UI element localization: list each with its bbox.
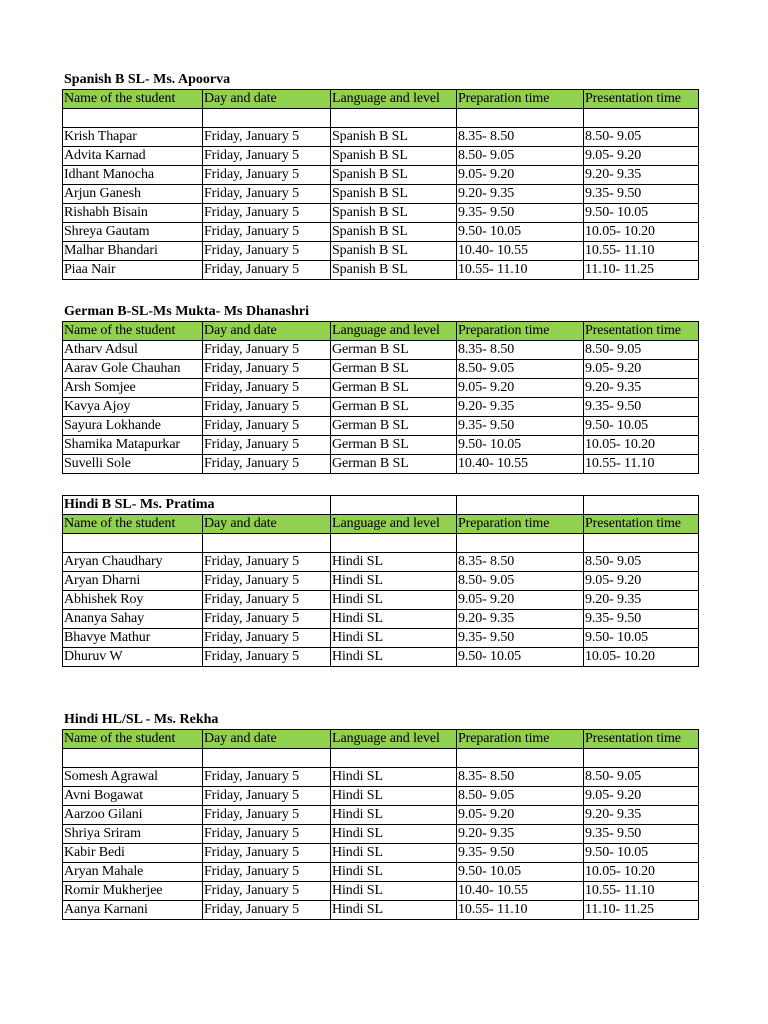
language-level-cell: Hindi SL	[331, 882, 457, 901]
presentation-time-cell: 10.05- 10.20	[584, 436, 699, 455]
table-row	[63, 242, 699, 261]
student-name-cell: Aarav Gole Chauhan	[63, 360, 203, 379]
student-name-cell: Somesh Agrawal	[63, 768, 203, 787]
table-row	[63, 455, 699, 474]
language-level-cell: Hindi SL	[331, 591, 457, 610]
student-name-cell: Atharv Adsul	[63, 341, 203, 360]
presentation-time-cell: 9.05- 9.20	[584, 360, 699, 379]
day-date-cell: Friday, January 5	[203, 204, 331, 223]
preparation-time-cell: 9.50- 10.05	[457, 648, 584, 667]
column-header: Day and date	[203, 730, 331, 749]
student-name-cell: Arsh Somjee	[63, 379, 203, 398]
student-name-cell: Bhavye Mathur	[63, 629, 203, 648]
column-header: Language and level	[331, 322, 457, 341]
preparation-time-cell: 9.05- 9.20	[457, 379, 584, 398]
blank-row	[63, 749, 699, 768]
preparation-time-cell: 9.05- 9.20	[457, 166, 584, 185]
day-date-cell: Friday, January 5	[203, 417, 331, 436]
blank-cell	[63, 534, 203, 553]
presentation-time-cell: 10.55- 11.10	[584, 242, 699, 261]
day-date-cell: Friday, January 5	[203, 863, 331, 882]
language-level-cell: German B SL	[331, 417, 457, 436]
language-level-cell: German B SL	[331, 360, 457, 379]
student-name-cell: Aryan Mahale	[63, 863, 203, 882]
preparation-time-cell: 10.55- 11.10	[457, 261, 584, 280]
day-date-cell: Friday, January 5	[203, 901, 331, 920]
language-level-cell: German B SL	[331, 341, 457, 360]
preparation-time-cell: 9.05- 9.20	[457, 806, 584, 825]
column-header: Presentation time	[584, 730, 699, 749]
column-header: Name of the student	[63, 90, 203, 109]
column-header: Preparation time	[457, 90, 584, 109]
student-name-cell: Avni Bogawat	[63, 787, 203, 806]
preparation-time-cell: 9.35- 9.50	[457, 417, 584, 436]
table-row	[63, 787, 699, 806]
presentation-time-cell: 10.55- 11.10	[584, 455, 699, 474]
student-name-cell: Arjun Ganesh	[63, 185, 203, 204]
table-row	[63, 825, 699, 844]
day-date-cell: Friday, January 5	[203, 455, 331, 474]
day-date-cell: Friday, January 5	[203, 341, 331, 360]
column-header: Name of the student	[63, 515, 203, 534]
student-name-cell: Advita Karnad	[63, 147, 203, 166]
day-date-cell: Friday, January 5	[203, 648, 331, 667]
day-date-cell: Friday, January 5	[203, 261, 331, 280]
presentation-time-cell: 9.05- 9.20	[584, 787, 699, 806]
table-row	[63, 379, 699, 398]
student-name-cell: Idhant Manocha	[63, 166, 203, 185]
day-date-cell: Friday, January 5	[203, 610, 331, 629]
blank-cell	[331, 749, 457, 768]
blank-cell	[203, 749, 331, 768]
student-name-cell: Shriya Sriram	[63, 825, 203, 844]
language-level-cell: Spanish B SL	[331, 147, 457, 166]
table-row	[63, 147, 699, 166]
table-row	[63, 223, 699, 242]
day-date-cell: Friday, January 5	[203, 436, 331, 455]
preparation-time-cell: 9.35- 9.50	[457, 844, 584, 863]
table-row	[63, 166, 699, 185]
day-date-cell: Friday, January 5	[203, 185, 331, 204]
column-header: Name of the student	[63, 730, 203, 749]
table-row	[63, 610, 699, 629]
presentation-time-cell: 9.35- 9.50	[584, 398, 699, 417]
blank-cell	[584, 109, 699, 128]
blank-cell	[457, 534, 584, 553]
language-level-cell: Spanish B SL	[331, 261, 457, 280]
section-german	[62, 302, 698, 474]
language-level-cell: Hindi SL	[331, 787, 457, 806]
student-name-cell: Ananya Sahay	[63, 610, 203, 629]
preparation-time-cell: 10.55- 11.10	[457, 901, 584, 920]
table-row	[63, 863, 699, 882]
presentation-time-cell: 9.50- 10.05	[584, 417, 699, 436]
student-name-cell: Rishabh Bisain	[63, 204, 203, 223]
table-row	[63, 844, 699, 863]
day-date-cell: Friday, January 5	[203, 844, 331, 863]
table-header-row	[63, 515, 699, 534]
schedule-table	[62, 514, 699, 667]
presentation-time-cell: 9.50- 10.05	[584, 629, 699, 648]
day-date-cell: Friday, January 5	[203, 128, 331, 147]
presentation-time-cell: 11.10- 11.25	[584, 901, 699, 920]
table-row	[63, 261, 699, 280]
blank-cell	[203, 109, 331, 128]
day-date-cell: Friday, January 5	[203, 882, 331, 901]
student-name-cell: Romir Mukherjee	[63, 882, 203, 901]
presentation-time-cell: 9.35- 9.50	[584, 610, 699, 629]
presentation-time-cell: 9.05- 9.20	[584, 572, 699, 591]
schedule-table	[62, 729, 699, 920]
presentation-time-cell: 9.35- 9.50	[584, 825, 699, 844]
preparation-time-cell: 10.40- 10.55	[457, 882, 584, 901]
preparation-time-cell: 8.50- 9.05	[457, 572, 584, 591]
table-header-row	[63, 322, 699, 341]
table-row	[63, 629, 699, 648]
day-date-cell: Friday, January 5	[203, 806, 331, 825]
schedule-table	[62, 89, 699, 280]
blank-cell	[584, 534, 699, 553]
student-name-cell: Piaa Nair	[63, 261, 203, 280]
language-level-cell: Spanish B SL	[331, 223, 457, 242]
preparation-time-cell: 8.50- 9.05	[457, 787, 584, 806]
language-level-cell: Hindi SL	[331, 844, 457, 863]
student-name-cell: Aryan Chaudhary	[63, 553, 203, 572]
language-level-cell: German B SL	[331, 455, 457, 474]
blank-row	[63, 534, 699, 553]
language-level-cell: Spanish B SL	[331, 128, 457, 147]
language-level-cell: Spanish B SL	[331, 166, 457, 185]
column-header: Name of the student	[63, 322, 203, 341]
day-date-cell: Friday, January 5	[203, 591, 331, 610]
student-name-cell: Kavya Ajoy	[63, 398, 203, 417]
presentation-time-cell: 8.50- 9.05	[584, 768, 699, 787]
table-row	[63, 591, 699, 610]
column-header: Presentation time	[584, 322, 699, 341]
presentation-time-cell: 9.20- 9.35	[584, 591, 699, 610]
presentation-time-cell: 9.50- 10.05	[584, 204, 699, 223]
presentation-time-cell: 10.05- 10.20	[584, 223, 699, 242]
day-date-cell: Friday, January 5	[203, 223, 331, 242]
column-header: Day and date	[203, 322, 331, 341]
column-header: Day and date	[203, 90, 331, 109]
language-level-cell: German B SL	[331, 379, 457, 398]
blank-cell	[203, 534, 331, 553]
table-row	[63, 128, 699, 147]
section-title-row	[62, 495, 699, 515]
language-level-cell: Spanish B SL	[331, 242, 457, 261]
table-row	[63, 806, 699, 825]
language-level-cell: Hindi SL	[331, 806, 457, 825]
student-name-cell: Shreya Gautam	[63, 223, 203, 242]
column-header: Language and level	[331, 730, 457, 749]
presentation-time-cell: 9.20- 9.35	[584, 379, 699, 398]
day-date-cell: Friday, January 5	[203, 553, 331, 572]
table-row	[63, 436, 699, 455]
language-level-cell: Hindi SL	[331, 901, 457, 920]
table-row	[63, 417, 699, 436]
language-level-cell: Hindi SL	[331, 610, 457, 629]
student-name-cell: Suvelli Sole	[63, 455, 203, 474]
student-name-cell: Aryan Dharni	[63, 572, 203, 591]
blank-cell	[331, 109, 457, 128]
language-level-cell: German B SL	[331, 436, 457, 455]
language-level-cell: German B SL	[331, 398, 457, 417]
table-row	[63, 768, 699, 787]
preparation-time-cell: 9.05- 9.20	[457, 591, 584, 610]
preparation-time-cell: 8.35- 8.50	[457, 341, 584, 360]
preparation-time-cell: 9.20- 9.35	[457, 185, 584, 204]
preparation-time-cell: 9.35- 9.50	[457, 204, 584, 223]
preparation-time-cell: 9.20- 9.35	[457, 825, 584, 844]
language-level-cell: Hindi SL	[331, 825, 457, 844]
column-header: Presentation time	[584, 515, 699, 534]
column-header: Preparation time	[457, 730, 584, 749]
preparation-time-cell: 10.40- 10.55	[457, 455, 584, 474]
language-level-cell: Hindi SL	[331, 863, 457, 882]
day-date-cell: Friday, January 5	[203, 825, 331, 844]
day-date-cell: Friday, January 5	[203, 629, 331, 648]
preparation-time-cell: 9.50- 10.05	[457, 436, 584, 455]
table-header-row	[63, 90, 699, 109]
section-title: German B-SL-Ms Mukta- Ms Dhanashri	[64, 304, 310, 319]
table-row	[63, 882, 699, 901]
student-name-cell: Kabir Bedi	[63, 844, 203, 863]
day-date-cell: Friday, January 5	[203, 398, 331, 417]
table-row	[63, 553, 699, 572]
day-date-cell: Friday, January 5	[203, 166, 331, 185]
day-date-cell: Friday, January 5	[203, 787, 331, 806]
student-name-cell: Sayura Lokhande	[63, 417, 203, 436]
column-header: Language and level	[331, 90, 457, 109]
blank-cell	[331, 534, 457, 553]
day-date-cell: Friday, January 5	[203, 360, 331, 379]
presentation-time-cell: 9.05- 9.20	[584, 147, 699, 166]
language-level-cell: Spanish B SL	[331, 204, 457, 223]
column-header: Preparation time	[457, 515, 584, 534]
day-date-cell: Friday, January 5	[203, 572, 331, 591]
presentation-time-cell: 8.50- 9.05	[584, 128, 699, 147]
preparation-time-cell: 8.50- 9.05	[457, 147, 584, 166]
preparation-time-cell: 8.35- 8.50	[457, 768, 584, 787]
section-spanish	[62, 70, 698, 280]
section-title: Hindi HL/SL - Ms. Rekha	[64, 712, 219, 727]
blank-cell	[63, 109, 203, 128]
preparation-time-cell: 10.40- 10.55	[457, 242, 584, 261]
day-date-cell: Friday, January 5	[203, 147, 331, 166]
preparation-time-cell: 8.35- 8.50	[457, 553, 584, 572]
presentation-time-cell: 9.35- 9.50	[584, 185, 699, 204]
section-hindi-hl-sl	[62, 710, 698, 920]
presentation-time-cell: 9.50- 10.05	[584, 844, 699, 863]
blank-cell	[63, 749, 203, 768]
preparation-time-cell: 9.35- 9.50	[457, 629, 584, 648]
student-name-cell: Abhishek Roy	[63, 591, 203, 610]
blank-cell	[457, 749, 584, 768]
language-level-cell: Spanish B SL	[331, 185, 457, 204]
section-title: Spanish B SL- Ms. Apoorva	[64, 72, 231, 87]
student-name-cell: Aarzoo Gilani	[63, 806, 203, 825]
preparation-time-cell: 9.50- 10.05	[457, 223, 584, 242]
preparation-time-cell: 9.20- 9.35	[457, 610, 584, 629]
table-header-row	[63, 730, 699, 749]
language-level-cell: Hindi SL	[331, 768, 457, 787]
day-date-cell: Friday, January 5	[203, 379, 331, 398]
table-row	[63, 204, 699, 223]
column-header: Presentation time	[584, 90, 699, 109]
column-header: Day and date	[203, 515, 331, 534]
column-header: Language and level	[331, 515, 457, 534]
preparation-time-cell: 8.35- 8.50	[457, 128, 584, 147]
student-name-cell: Shamika Matapurkar	[63, 436, 203, 455]
blank-cell	[584, 749, 699, 768]
table-row	[63, 572, 699, 591]
student-name-cell: Malhar Bhandari	[63, 242, 203, 261]
blank-row	[63, 109, 699, 128]
student-name-cell: Aanya Karnani	[63, 901, 203, 920]
section-hindi-b-sl	[62, 495, 698, 667]
language-level-cell: Hindi SL	[331, 553, 457, 572]
student-name-cell: Krish Thapar	[63, 128, 203, 147]
day-date-cell: Friday, January 5	[203, 768, 331, 787]
presentation-time-cell: 11.10- 11.25	[584, 261, 699, 280]
presentation-time-cell: 10.05- 10.20	[584, 648, 699, 667]
table-row	[63, 360, 699, 379]
table-row	[63, 341, 699, 360]
language-level-cell: Hindi SL	[331, 648, 457, 667]
preparation-time-cell: 9.20- 9.35	[457, 398, 584, 417]
preparation-time-cell: 8.50- 9.05	[457, 360, 584, 379]
schedule-table	[62, 321, 699, 474]
presentation-time-cell: 9.20- 9.35	[584, 166, 699, 185]
column-header: Preparation time	[457, 322, 584, 341]
table-row	[63, 398, 699, 417]
blank-cell	[457, 109, 584, 128]
table-row	[63, 648, 699, 667]
table-row	[63, 901, 699, 920]
preparation-time-cell: 9.50- 10.05	[457, 863, 584, 882]
section-title: Hindi B SL- Ms. Pratima	[63, 496, 331, 515]
language-level-cell: Hindi SL	[331, 572, 457, 591]
presentation-time-cell: 9.20- 9.35	[584, 806, 699, 825]
table-row	[63, 185, 699, 204]
presentation-time-cell: 8.50- 9.05	[584, 341, 699, 360]
day-date-cell: Friday, January 5	[203, 242, 331, 261]
presentation-time-cell: 10.05- 10.20	[584, 863, 699, 882]
presentation-time-cell: 10.55- 11.10	[584, 882, 699, 901]
student-name-cell: Dhuruv W	[63, 648, 203, 667]
language-level-cell: Hindi SL	[331, 629, 457, 648]
presentation-time-cell: 8.50- 9.05	[584, 553, 699, 572]
